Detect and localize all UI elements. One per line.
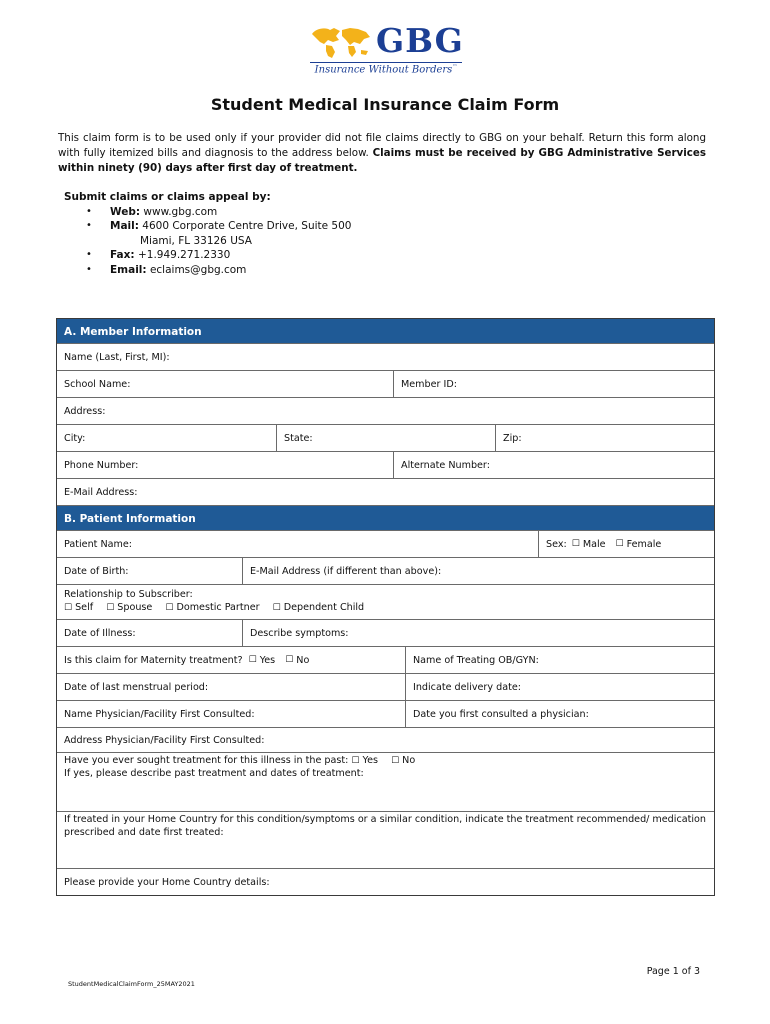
submit-mail-line2: Miami, FL 33126 USA <box>140 234 252 247</box>
city-field[interactable]: City: <box>64 432 86 444</box>
dependent-child-checkbox[interactable]: ☐ <box>272 602 281 613</box>
section-a-header: A. Member Information <box>57 319 714 343</box>
page-number: Page 1 of 3 <box>646 966 700 977</box>
submit-web: • Web: www.gbg.com <box>64 205 351 220</box>
home-country-details-field[interactable]: Please provide your Home Country details: <box>64 876 270 888</box>
submit-email: • Email: eclaims@gbg.com <box>64 263 351 278</box>
intro-deadline: Claims must be received by GBG Administrative Services within ninety (90) days after first day of treatment. <box>58 147 706 174</box>
logo-rule <box>310 62 462 63</box>
maternity-no-checkbox[interactable]: ☐ <box>285 655 294 665</box>
claim-form <box>56 318 715 896</box>
menstrual-field[interactable]: Date of last menstrual period: <box>64 681 209 693</box>
male-checkbox[interactable]: ☐ <box>571 539 580 549</box>
phone-field[interactable]: Phone Number: <box>64 459 139 471</box>
address-field[interactable]: Address: <box>64 405 106 417</box>
physician-address-field[interactable]: Address Physician/Facility First Consulted: <box>64 734 265 746</box>
maternity-field: Is this claim for Maternity treatment? ☐ Yes ☐ No <box>64 654 310 666</box>
relationship-field: Relationship to Subscriber: ☐ Self ☐ Spouse ☐ Domestic Partner ☐ Dependent Child <box>64 589 365 613</box>
submit-instructions <box>64 190 351 277</box>
intro-paragraph <box>58 131 706 176</box>
female-checkbox[interactable]: ☐ <box>615 539 624 549</box>
submit-mail: • Mail: 4600 Corporate Centre Drive, Suite 500 <box>64 219 351 234</box>
domestic-partner-checkbox[interactable]: ☐ <box>165 602 174 613</box>
web-link[interactable]: www.gbg.com <box>143 205 218 218</box>
patient-email-field[interactable]: E-Mail Address (if different than above): <box>242 558 714 584</box>
dob-field[interactable]: Date of Birth: <box>64 565 129 577</box>
past-treatment-description[interactable]: If yes, please describe past treatment and dates of treatment: <box>64 767 364 779</box>
sex-field: Sex: ☐ Male ☐ Female <box>538 531 714 557</box>
logo-tagline: Insurance Without Borders™ <box>314 64 458 76</box>
symptoms-field[interactable]: Describe symptoms: <box>242 620 714 646</box>
delivery-field[interactable]: Indicate delivery date: <box>405 674 714 700</box>
page-title: Student Medical Insurance Claim Form <box>210 95 560 114</box>
state-field[interactable]: State: <box>276 425 495 451</box>
maternity-yes-checkbox[interactable]: ☐ <box>248 655 257 665</box>
school-name-field[interactable]: School Name: <box>64 378 131 390</box>
submit-heading: Submit claims or claims appeal by: <box>64 191 271 203</box>
physician-field[interactable]: Name Physician/Facility First Consulted: <box>64 708 255 720</box>
submit-fax: • Fax: +1.949.271.2330 <box>64 248 351 263</box>
section-b-header: B. Patient Information <box>57 505 714 530</box>
email-link[interactable]: eclaims@gbg.com <box>149 263 247 276</box>
date-illness-field[interactable]: Date of Illness: <box>64 627 136 639</box>
member-name-field[interactable]: Name (Last, First, MI): <box>64 351 170 363</box>
alt-phone-field[interactable]: Alternate Number: <box>393 452 714 478</box>
zip-field[interactable]: Zip: <box>495 425 714 451</box>
past-treatment-field: Have you ever sought treatment for this illness in the past: ☐ Yes ☐ No If yes, please describe past treatment and dates of treatment: <box>64 755 416 779</box>
spouse-checkbox[interactable]: ☐ <box>106 602 115 613</box>
home-country-treatment-field[interactable]: If treated in your Home Country for this condition/symptoms or a similar condition, indicate the treatment recommended/ medication prescribed and date first treated: <box>64 814 706 838</box>
email-field[interactable]: E-Mail Address: <box>64 486 138 498</box>
past-no-checkbox[interactable]: ☐ <box>391 756 400 766</box>
patient-name-field[interactable]: Patient Name: <box>64 538 132 550</box>
gbg-logo <box>306 22 466 80</box>
member-id-field[interactable]: Member ID: <box>393 371 714 397</box>
ob-gyn-field[interactable]: Name of Treating OB/GYN: <box>405 647 714 673</box>
past-yes-checkbox[interactable]: ☐ <box>351 756 360 766</box>
brand-name: GBG <box>376 21 464 60</box>
intro-text: This claim form is to be used only if your provider did not file claims directly to GBG on your behalf. Return this form along with fully itemized bills and diagnosis to the address below. <box>58 132 706 159</box>
date-consulted-field[interactable]: Date you first consulted a physician: <box>405 701 714 727</box>
self-checkbox[interactable]: ☐ <box>64 602 73 613</box>
footer-id: StudentMedicalClaimForm_25MAY2021 <box>68 980 195 988</box>
globe-icon <box>306 24 374 60</box>
